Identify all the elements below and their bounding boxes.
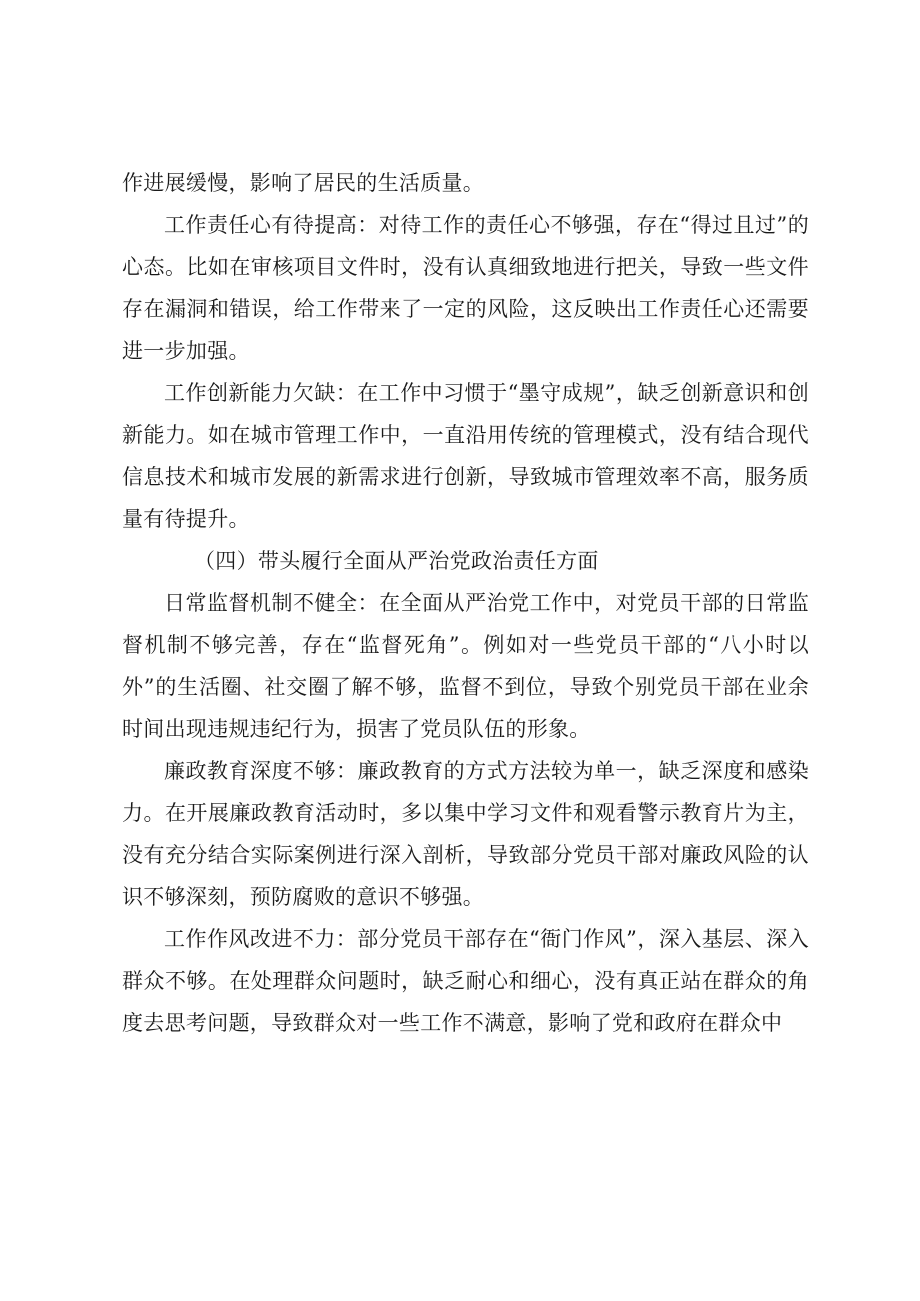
document-body <box>122 162 809 1044</box>
paragraph-work-innovation: 工作创新能力欠缺：在工作中习惯于“墨守成规”，缺乏创新意识和创新能力。如在城市管理工作中，一直沿用传统的管理模式，没有结合现代信息技术和城市发展的新需求进行创新，导致城市管理效率不高，服务质量有待提升。 <box>122 381 809 531</box>
paragraph-work-responsibility: 工作责任心有待提高：对待工作的责任心不够强，存在“得过且过”的心态。比如在审核项目文件时，没有认真细致地进行把关，导致一些文件存在漏洞和错误，给工作带来了一定的风险，这反映出工作责任心还需要进一步加强。 <box>122 213 809 363</box>
paragraph-continued: 作进展缓慢，影响了居民的生活质量。 <box>122 171 485 195</box>
paragraph-supervision-mechanism: 日常监督机制不健全：在全面从严治党工作中，对党员干部的日常监督机制不够完善，存在“监督死角”。例如对一些党员干部的“八小时以外”的生活圈、社交圈了解不够，监督不到位，导致个别党员干部在业余时间出现违规违纪行为，损害了党员队伍的形象。 <box>122 591 809 741</box>
paragraph-integrity-education: 廉政教育深度不够：廉政教育的方式方法较为单一，缺乏深度和感染力。在开展廉政教育活动时，多以集中学习文件和观看警示教育片为主，没有充分结合实际案例进行深入剖析，导致部分党员干部对廉政风险的认识不够深刻，预防腐败的意识不够强。 <box>122 759 809 909</box>
paragraph-work-style: 工作作风改进不力：部分党员干部存在“衙门作风”，深入基层、深入群众不够。在处理群众问题时，缺乏耐心和细心，没有真正站在群众的角度去思考问题，导致群众对一些工作不满意，影响了党和政府在群众中 <box>122 927 809 1035</box>
section-heading: （四）带头履行全面从严治党政治责任方面 <box>194 549 599 573</box>
